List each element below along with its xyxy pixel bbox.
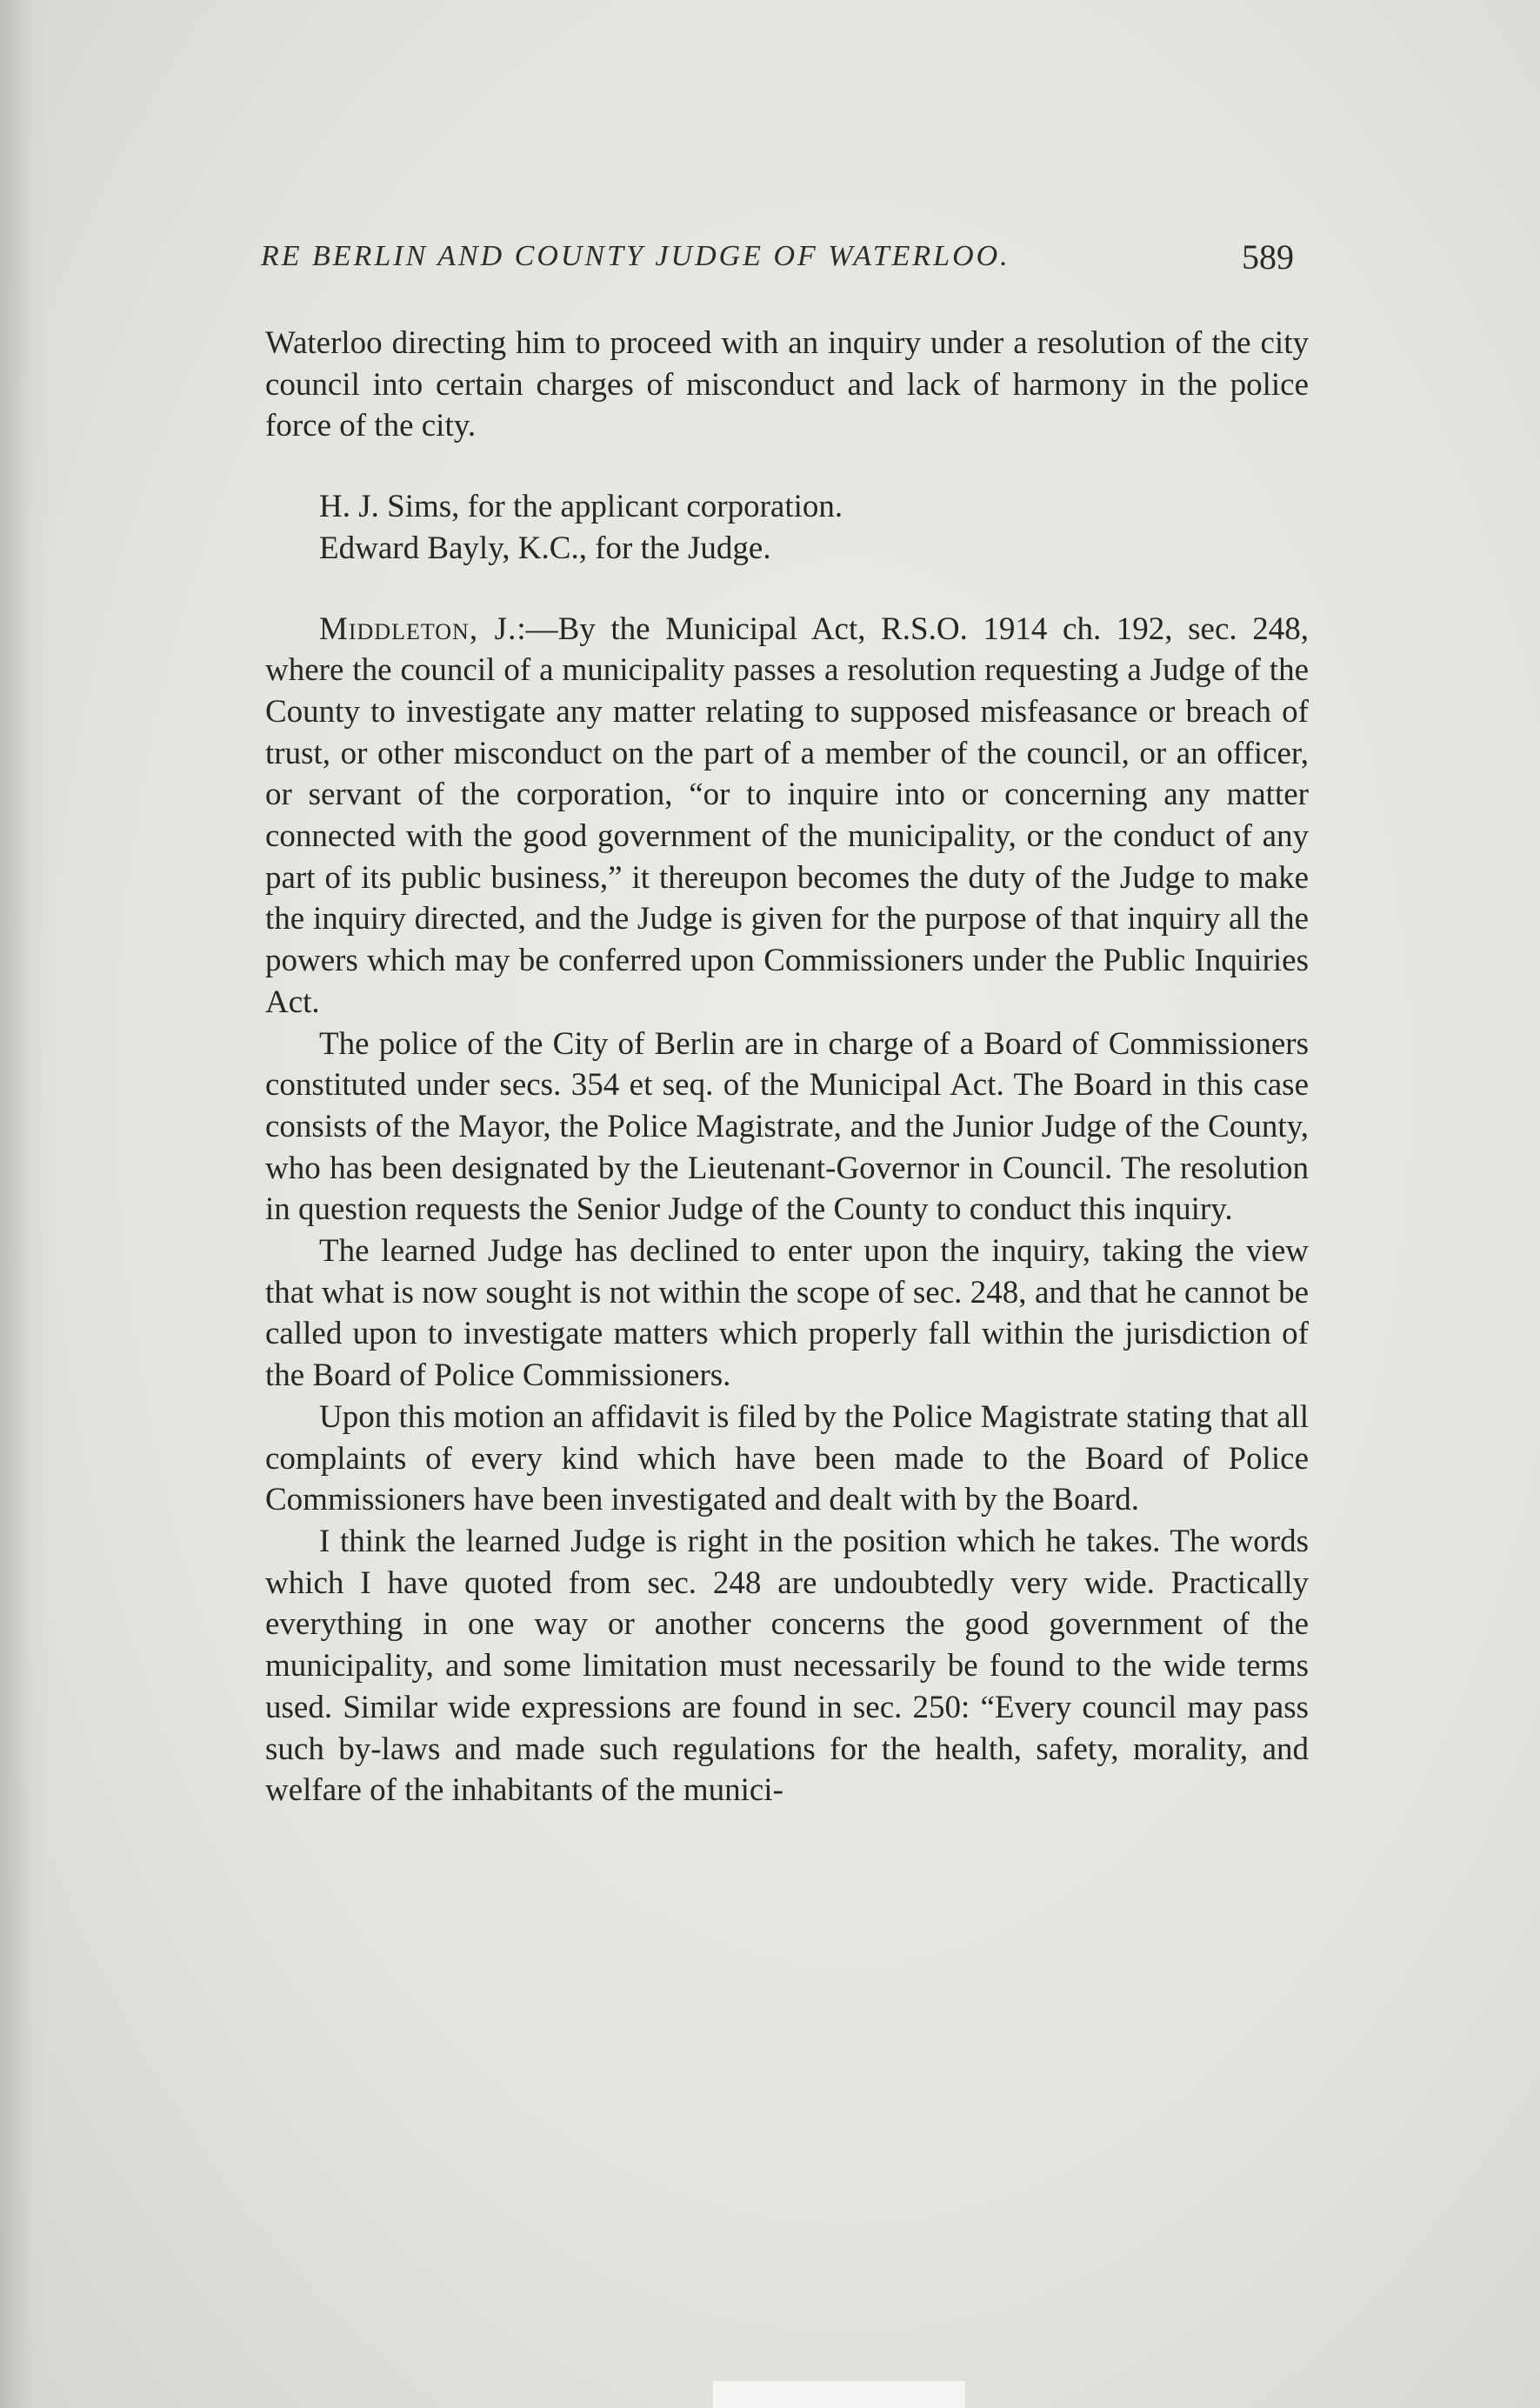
paragraph-police-board: The police of the City of Berlin are in charge of a Board of Commissioners constituted under secs. 354 et seq. of the Municipal Act. The Board in this case consists of the Mayor, the Police Magistrate, and the Junior Judge of the County, who has been designated by the Lieutenant-Governor in Council. The resolution in question requests the Senior Judge of the County to conduct this inquiry. <box>265 1025 1309 1228</box>
page-number: 589 <box>1242 237 1294 277</box>
paragraph-affidavit: Upon this motion an affidavit is filed by the Police Magistrate stating that all complaints of every kind which have been made to the Board of Police Commissioners have been investigated and dealt with by the Board. <box>265 1398 1309 1518</box>
spacer <box>265 447 1309 486</box>
paragraph-judge-declined: The learned Judge has declined to enter upon the inquiry, taking the view that what is now sought is not within the scope of sec. 248, and that he cannot be called upon to investigate matters which properly fall within the jurisdiction of the Board of Police Commissioners. <box>265 1233 1309 1394</box>
judgment-opening-text: :—By the Municipal Act, R.S.O. 1914 ch. 192, sec. 248, where the council of a municipality passes a resolution requesting a Judge of the County to investigate any matter relating to supposed misfeasance or breach of trust, or other misconduct on the part of a member of the council, or an officer, or servant of the corporation, “or to inquire into or concerning any matter connected with the good government of the municipality, or the conduct of any part of its public business,” it thereupon becomes the duty of the Judge to make the inquiry directed, and the Judge is given for the purpose of that inquiry all the powers which may be conferred upon Commissioners under the Public Inquiries Act. <box>265 610 1309 1020</box>
judge-name: Middleton, J. <box>319 610 517 647</box>
paragraph-judgment-opening <box>265 609 1309 1024</box>
body-text <box>265 323 1309 1811</box>
running-head: RE BERLIN AND COUNTY JUDGE OF WATERLOO. <box>261 240 1010 272</box>
counsel-judge: Edward Bayly, K.C., for the Judge. <box>319 530 771 566</box>
counsel-applicant: H. J. Sims, for the applicant corporation. <box>319 489 843 525</box>
paper-mark <box>713 2381 965 2408</box>
paragraph-reasoning: I think the learned Judge is right in the position which he takes. The words which I have quoted from sec. 248 are undoubtedly very wide. Practically everything in one way or another concerns the good government of the municipality, and some limitation must necessarily be found to the wide terms used. Similar wide expressions are found in sec. 250: “Every council may pass such by-laws and made such regulations for the health, safety, morality, and welfare of the inhabitants of the munici- <box>265 1523 1309 1809</box>
spacer <box>265 570 1309 609</box>
binding-shadow <box>0 0 52 2408</box>
paragraph-continuation: Waterloo directing him to proceed with an inquiry under a resolution of the city council into certain charges of misconduct and lack of harmony in the police force of the city. <box>265 325 1309 444</box>
